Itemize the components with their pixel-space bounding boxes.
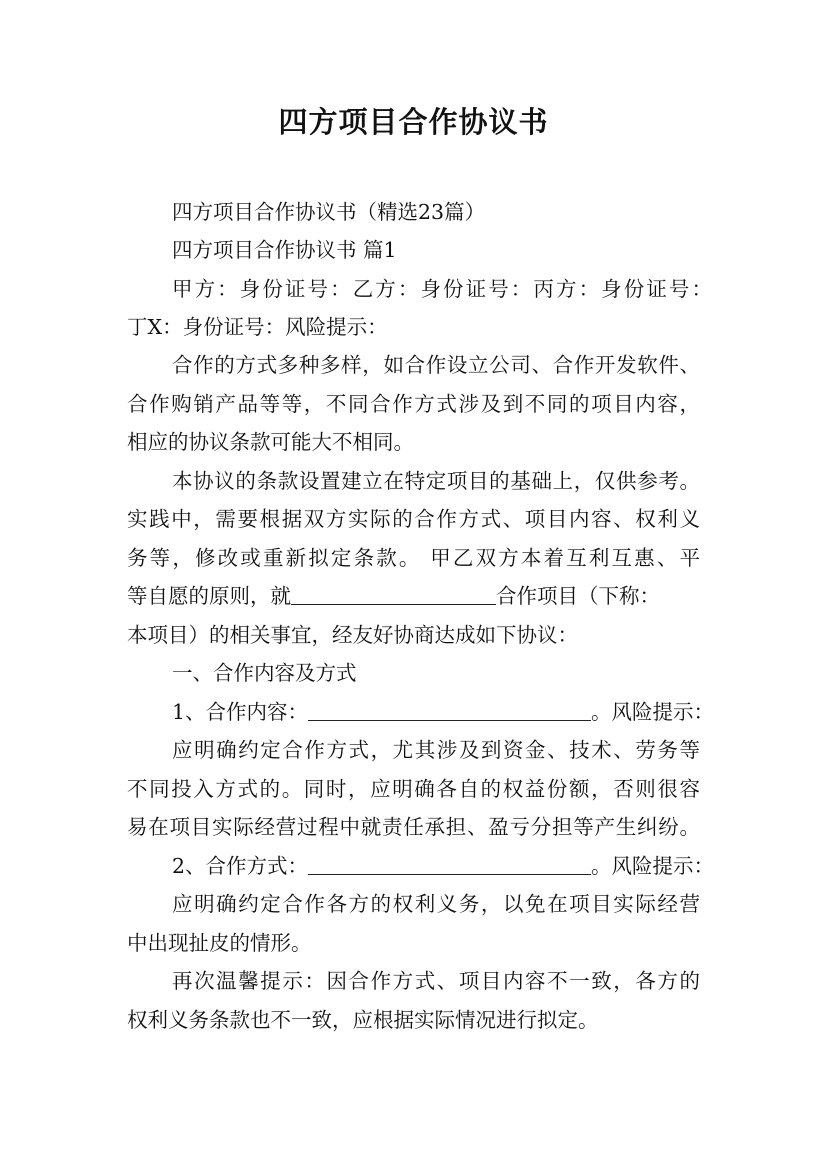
fill-in-blank[interactable] <box>291 586 496 605</box>
subtitle-line: 四方项目合作协议书（精选23篇） <box>172 200 486 224</box>
paragraph-line: 再次温馨提示：因合作方式、项目内容不一致，各方的 <box>172 969 700 993</box>
clause-line-with-blank <box>172 699 772 725</box>
clause-label: 2、合作方式： <box>172 854 309 878</box>
fill-in-blank[interactable] <box>308 856 591 875</box>
paragraph-line: 中出现扯皮的情形。 <box>127 931 312 955</box>
paragraph-line: 本协议的条款设置建立在特定项目的基础上，仅供参考。 <box>172 469 700 493</box>
paragraph-line: 权利义务条款也不一致，应根据实际情况进行拟定。 <box>127 1008 599 1032</box>
section-heading: 一、合作内容及方式 <box>172 661 357 685</box>
paragraph-line: 不同投入方式的。同时，应明确各自的权益份额，否则很容 <box>127 777 700 801</box>
paragraph-line: 应明确约定合作方式，尤其涉及到资金、技术、劳务等 <box>172 738 700 762</box>
section-heading: 四方项目合作协议书 篇1 <box>172 238 397 262</box>
document-title: 四方项目合作协议书 <box>278 105 549 139</box>
fill-in-blank[interactable] <box>308 702 591 721</box>
paragraph-line: 易在项目实际经营过程中就责任承担、盈亏分担等产生纠纷。 <box>127 815 700 839</box>
paragraph-line: 合作购销产品等等，不同合作方式涉及到不同的项目内容， <box>127 392 700 416</box>
paragraph-line: 丁X：身份证号：风险提示： <box>127 315 388 339</box>
paragraph-text: 等自愿的原则，就 <box>127 584 291 608</box>
clause-text: 。风险提示： <box>591 854 715 878</box>
paragraph-line: 本项目）的相关事宜，经友好协商达成如下协议： <box>127 623 578 647</box>
paragraph-line: 甲方：身份证号：乙方：身份证号：丙方：身份证号： <box>172 277 712 301</box>
paragraph-line: 务等，修改或重新拟定条款。 甲乙双方本着互利互惠、平 <box>127 546 700 570</box>
paragraph-line: 相应的协议条款可能大不相同。 <box>127 430 414 454</box>
clause-line-with-blank <box>172 853 772 879</box>
paragraph-line-with-blank <box>127 583 727 609</box>
clause-text: 。风险提示： <box>591 700 715 724</box>
paragraph-text: 合作项目（下称： <box>496 584 660 608</box>
clause-label: 1、合作内容： <box>172 700 309 724</box>
paragraph-line: 应明确约定合作各方的权利义务，以免在项目实际经营 <box>172 892 700 916</box>
paragraph-line: 合作的方式多种多样，如合作设立公司、合作开发软件、 <box>172 353 700 377</box>
paragraph-line: 实践中，需要根据双方实际的合作方式、项目内容、权利义 <box>127 507 700 531</box>
